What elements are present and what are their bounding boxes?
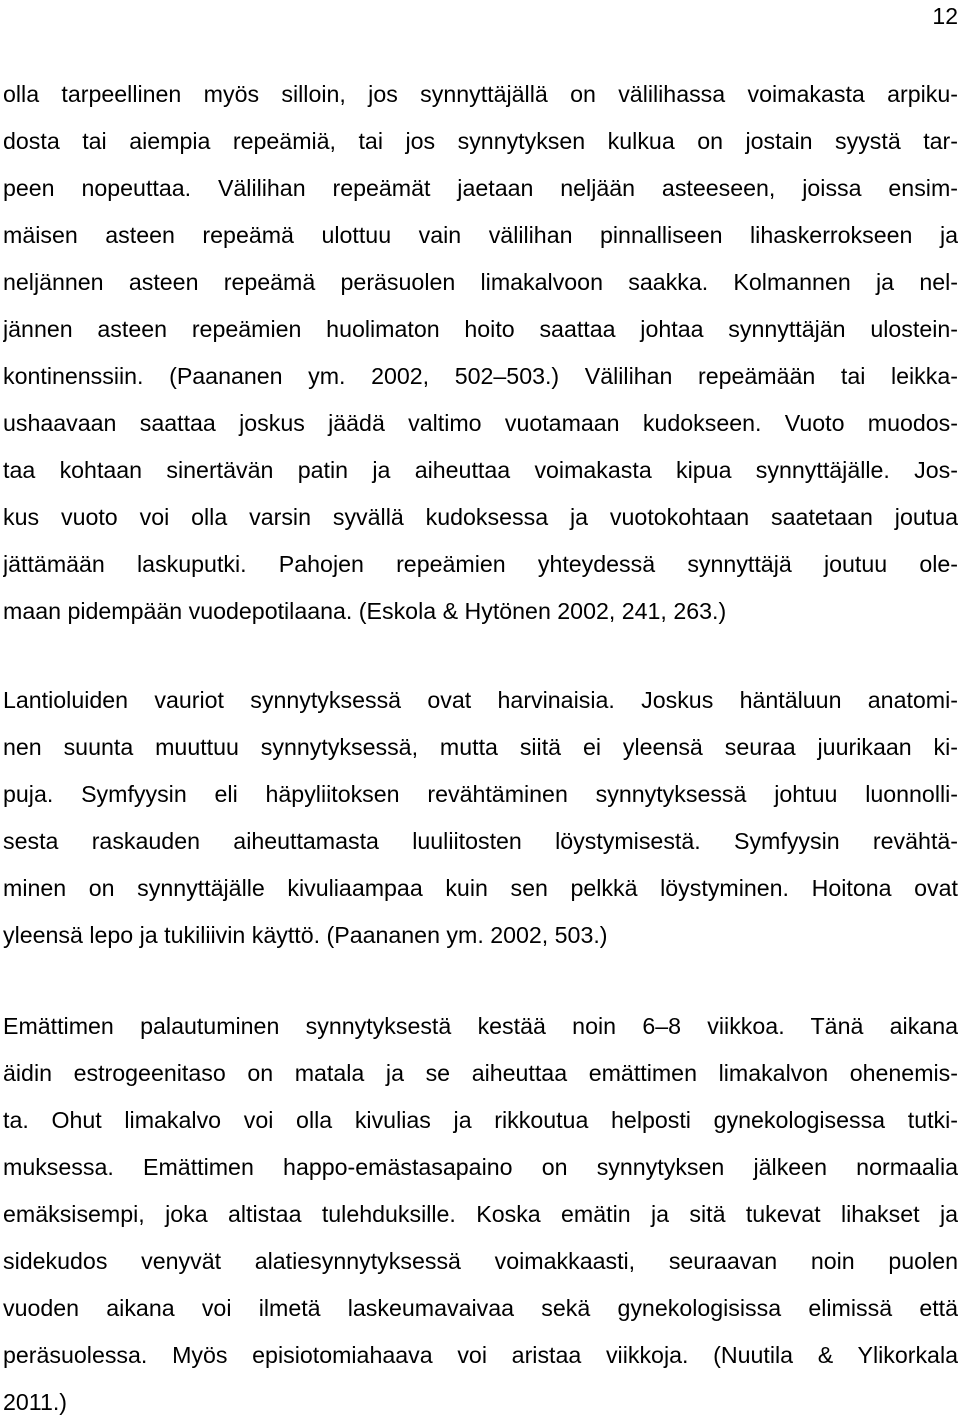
text-line: mäisen asteen repeämä ulottuu vain välilihan pinnalliseen lihaskerrokseen ja bbox=[3, 222, 958, 248]
text-line: sesta raskauden aiheuttamasta luuliitosten löystymisestä. Symfyysin revähtä- bbox=[3, 828, 958, 854]
text-line: puja. Symfyysin eli häpyliitoksen revähtäminen synnytyksessä johtuu luonnolli- bbox=[3, 781, 958, 807]
text-line: olla tarpeellinen myös silloin, jos synnyttäjällä on välilihassa voimakasta arpiku- bbox=[3, 81, 958, 107]
text-line: sidekudos venyvät alatiesynnytyksessä voimakkaasti, seuraavan noin puolen bbox=[3, 1248, 958, 1274]
text-line: Lantioluiden vauriot synnytyksessä ovat harvinaisia. Joskus häntäluun anatomi- bbox=[3, 687, 958, 713]
text-line: emäksisempi, joka altistaa tulehduksille. Koska emätin ja sitä tukevat lihakset ja bbox=[3, 1201, 958, 1227]
text-line: jättämään laskuputki. Pahojen repeämien yhteydessä synnyttäjä joutuu ole- bbox=[3, 551, 958, 577]
text-line: minen on synnyttäjälle kivuliaampaa kuin sen pelkkä löystyminen. Hoitona ovat bbox=[3, 875, 958, 901]
text-line: nen suunta muuttuu synnytyksessä, mutta siitä ei yleensä seuraa juurikaan ki- bbox=[3, 734, 958, 760]
text-line: Emättimen palautuminen synnytyksestä kestää noin 6–8 viikkoa. Tänä aikana bbox=[3, 1013, 958, 1039]
text-line: ushaavaan saattaa joskus jäädä valtimo vuotamaan kudokseen. Vuoto muodos- bbox=[3, 410, 958, 436]
text-line: 2011.) bbox=[3, 1389, 68, 1415]
text-line: ta. Ohut limakalvo voi olla kivulias ja rikkoutua helposti gynekologisessa tutki- bbox=[3, 1107, 958, 1133]
text-line: peräsuolessa. Myös episiotomiahaava voi aristaa viikkoja. (Nuutila & Ylikorkala bbox=[3, 1342, 958, 1368]
text-line: neljännen asteen repeämä peräsuolen limakalvoon saakka. Kolmannen ja nel- bbox=[3, 269, 958, 295]
text-line: maan pidempään vuodepotilaana. (Eskola & Hytönen 2002, 241, 263.) bbox=[3, 598, 727, 624]
paragraph-vaginal-recovery bbox=[3, 1003, 958, 1426]
paragraph-pelvic-injuries bbox=[3, 677, 958, 959]
text-line: yleensä lepo ja tukiliivin käyttö. (Paananen ym. 2002, 503.) bbox=[3, 922, 608, 948]
text-line: vuoden aikana voi ilmetä laskeumavaivaa sekä gynekologisissa elimissä että bbox=[3, 1295, 958, 1321]
text-line: kus vuoto voi olla varsin syvällä kudoksessa ja vuotokohtaan saatetaan joutua bbox=[3, 504, 958, 530]
text-line: taa kohtaan sinertävän patin ja aiheuttaa voimakasta kipua synnyttäjälle. Jos- bbox=[3, 457, 958, 483]
text-line: dosta tai aiempia repeämiä, tai jos synnytyksen kulkua on jostain syystä tar- bbox=[3, 128, 958, 154]
paragraph-perineal-tears bbox=[3, 71, 958, 635]
page-number: 12 bbox=[932, 3, 958, 29]
text-line: äidin estrogeenitaso on matala ja se aiheuttaa emättimen limakalvon ohenemis- bbox=[3, 1060, 958, 1086]
text-line: peen nopeuttaa. Välilihan repeämät jaetaan neljään asteeseen, joissa ensim- bbox=[3, 175, 958, 201]
text-line: jännen asteen repeämien huolimaton hoito saattaa johtaa synnyttäjän ulostein- bbox=[3, 316, 958, 342]
text-line: kontinenssiin. (Paananen ym. 2002, 502–503.) Välilihan repeämään tai leikka- bbox=[3, 363, 958, 389]
text-line: muksessa. Emättimen happo-emästasapaino on synnytyksen jälkeen normaalia bbox=[3, 1154, 958, 1180]
